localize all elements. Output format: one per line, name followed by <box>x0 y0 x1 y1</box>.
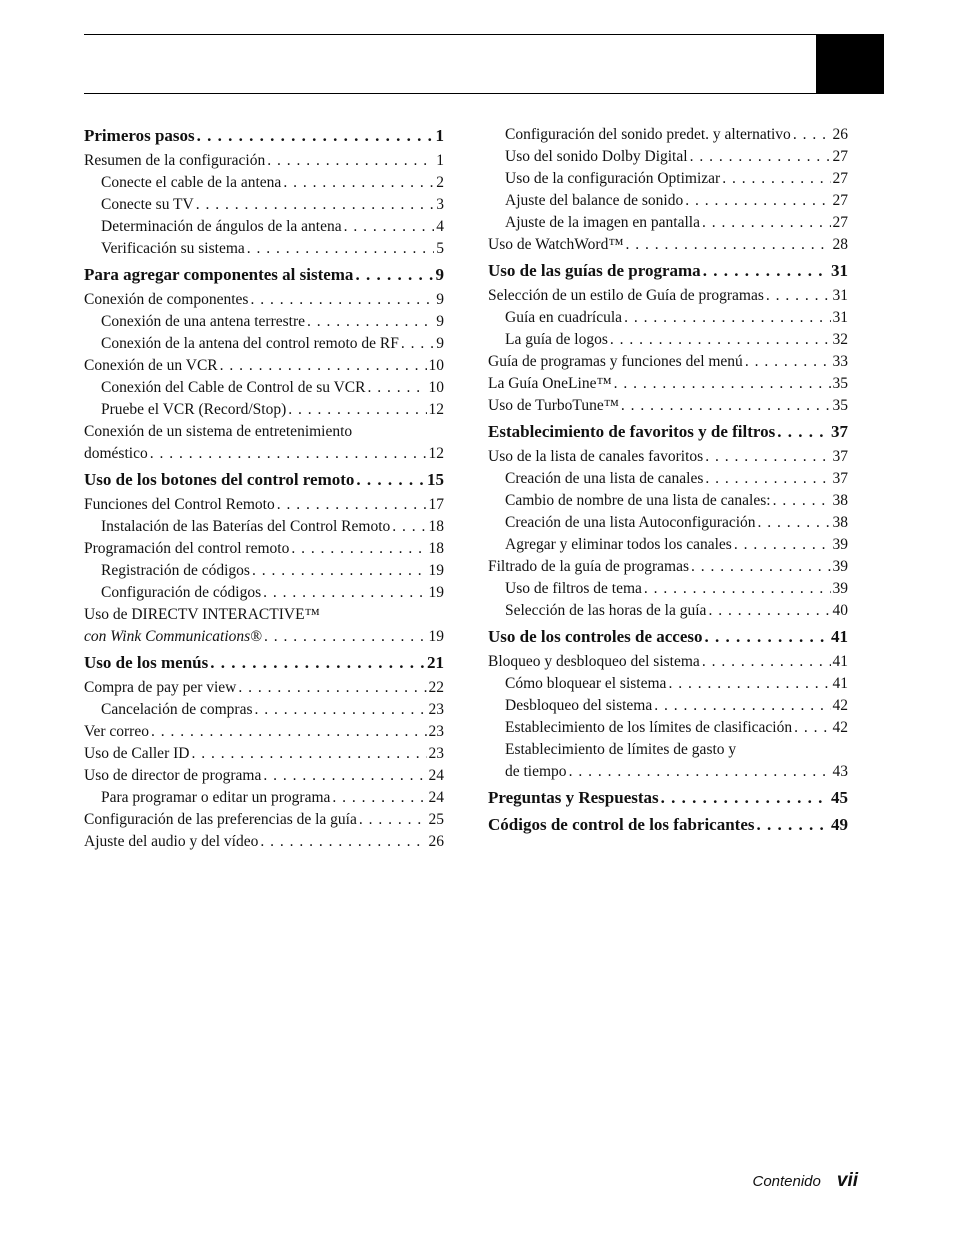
toc-entry-title: Configuración del sonido predet. y alternativo <box>505 126 791 143</box>
leader-dots <box>626 234 831 256</box>
toc-entry-title: Uso de las guías de programa <box>488 261 701 280</box>
toc-page-number: 2 <box>436 174 444 191</box>
toc-entry-title: Guía en cuadrícula <box>505 309 623 326</box>
toc-entry-title: Preguntas y Respuestas <box>488 788 659 807</box>
toc-entry-title-line: Establecimiento de límites de gasto y <box>505 741 737 758</box>
leader-dots <box>250 289 434 311</box>
toc-page-number: 23 <box>428 723 444 740</box>
leader-dots <box>685 190 830 212</box>
toc-entry-title: Primeros pasos <box>84 126 195 145</box>
leader-dots <box>773 490 831 512</box>
leader-dots <box>356 468 425 492</box>
toc-entry-title: Ajuste del balance de sonido <box>505 192 684 209</box>
toc-subentry[interactable] <box>84 582 444 604</box>
toc-page-number: 43 <box>832 763 848 780</box>
toc-page-number: 41 <box>832 653 848 670</box>
leader-dots <box>247 238 434 260</box>
toc-subentry[interactable] <box>488 512 848 534</box>
toc-subentry[interactable] <box>84 787 444 809</box>
toc-page-number: 9 <box>436 313 444 330</box>
toc-page-number: 26 <box>428 833 444 850</box>
leader-dots <box>708 600 830 622</box>
toc-page-number: 19 <box>428 628 444 645</box>
toc-entry-title: con Wink Communications® <box>84 628 262 645</box>
toc-page-number: 23 <box>428 745 444 762</box>
toc-page-number: 24 <box>428 767 444 784</box>
leader-dots <box>344 216 435 238</box>
toc-page-number: 27 <box>832 192 848 209</box>
toc-section-heading[interactable] <box>488 625 848 649</box>
toc-entry[interactable] <box>84 604 444 648</box>
toc-page-number: 24 <box>428 789 444 806</box>
toc-page-number: 17 <box>428 496 444 513</box>
toc-subentry[interactable] <box>84 516 444 538</box>
leader-dots <box>332 787 426 809</box>
toc-section-heading[interactable] <box>488 786 848 810</box>
toc-page-number: 45 <box>831 788 848 807</box>
toc-page-number: 12 <box>428 445 444 462</box>
leader-dots <box>220 355 427 377</box>
toc-entry[interactable] <box>488 446 848 468</box>
toc-entry-title: Uso de TurboTune™ <box>488 397 619 414</box>
toc-page-number: 25 <box>428 811 444 828</box>
header-rule-top <box>84 34 816 35</box>
toc-column-right <box>488 124 848 839</box>
toc-entry-title: Bloqueo y desbloqueo del sistema <box>488 653 700 670</box>
leader-dots <box>705 468 830 490</box>
toc-page-number: 35 <box>832 375 848 392</box>
leader-dots <box>291 538 426 560</box>
toc-page-number: 35 <box>832 397 848 414</box>
leader-dots <box>238 677 426 699</box>
toc-entry-title: Cómo bloquear el sistema <box>505 675 667 692</box>
toc-page-number: 42 <box>832 697 848 714</box>
toc-section-heading[interactable] <box>84 124 444 148</box>
toc-entry-title: Conexión de una antena terrestre <box>101 313 305 330</box>
toc-subentry[interactable] <box>84 333 444 355</box>
toc-entry-title: Ajuste del audio y del vídeo <box>84 833 259 850</box>
toc-page-number: 18 <box>428 518 444 535</box>
leader-dots <box>263 582 426 604</box>
leader-dots <box>757 813 830 837</box>
toc-section-heading[interactable] <box>488 420 848 444</box>
leader-dots <box>264 626 427 648</box>
toc-page-number: 3 <box>436 196 444 213</box>
toc-entry-title: Uso de director de programa <box>84 767 262 784</box>
toc-page-number: 33 <box>832 353 848 370</box>
toc-entry-title: Uso de filtros de tema <box>505 580 642 597</box>
toc-entry-title-line: Conexión de un sistema de entretenimiento <box>84 423 353 440</box>
toc-page-number: 9 <box>436 291 444 308</box>
toc-page-number: 1 <box>435 126 444 145</box>
toc-page-number: 49 <box>831 815 848 834</box>
toc-subentry[interactable] <box>84 699 444 721</box>
leader-dots <box>401 333 434 355</box>
leader-dots <box>267 150 434 172</box>
toc-entry[interactable] <box>84 289 444 311</box>
toc-subentry[interactable] <box>488 190 848 212</box>
toc-subentry[interactable] <box>488 146 848 168</box>
footer-section-label: Contenido <box>752 1173 821 1190</box>
toc-entry-title: Registración de códigos <box>101 562 250 579</box>
toc-entry-title: Programación del control remoto <box>84 540 290 557</box>
toc-entry-title: de tiempo <box>505 763 567 780</box>
toc-page-number: 26 <box>832 126 848 143</box>
toc-entry-title-line: Uso de DIRECTV INTERACTIVE™ <box>84 606 320 623</box>
leader-dots <box>277 494 427 516</box>
toc-page-number: 19 <box>428 584 444 601</box>
leader-dots <box>758 512 831 534</box>
toc-page-number: 28 <box>832 236 848 253</box>
toc-page-number: 21 <box>427 653 444 672</box>
toc-entry-title: Compra de pay per view <box>84 679 237 696</box>
toc-page-number: 41 <box>831 627 848 646</box>
toc-subentry[interactable] <box>84 172 444 194</box>
toc-page-number: 40 <box>832 602 848 619</box>
toc-entry-title: Agregar y eliminar todos los canales <box>505 536 732 553</box>
toc-subentry[interactable] <box>488 695 848 717</box>
toc-entry-title: Determinación de ángulos de la antena <box>101 218 342 235</box>
leader-dots <box>150 443 427 465</box>
leader-dots <box>355 263 433 287</box>
toc-page-number: 15 <box>427 470 444 489</box>
toc-page-number: 37 <box>832 448 848 465</box>
toc-entry-title: Conexión de componentes <box>84 291 249 308</box>
toc-entry[interactable] <box>488 395 848 417</box>
toc-entry[interactable] <box>488 351 848 373</box>
toc-entry-line <box>84 626 444 648</box>
leader-dots <box>702 212 831 234</box>
toc-entry-title: Creación de una lista Autoconfiguración <box>505 514 756 531</box>
toc-page-number: 42 <box>832 719 848 736</box>
toc-entry-title: Desbloqueo del sistema <box>505 697 653 714</box>
toc-entry[interactable] <box>84 721 444 743</box>
toc-page-number: 1 <box>436 152 444 169</box>
toc-entry[interactable] <box>488 234 848 256</box>
toc-page-number: 12 <box>428 401 444 418</box>
toc-entry-title: Cambio de nombre de una lista de canales: <box>505 492 771 509</box>
toc-page-number: 31 <box>832 309 848 326</box>
toc-section-heading[interactable] <box>488 813 848 837</box>
toc-entry-title: Uso de la lista de canales favoritos <box>488 448 704 465</box>
page-footer <box>752 1170 858 1192</box>
toc-section-heading[interactable] <box>488 259 848 283</box>
toc-subentry[interactable] <box>84 377 444 399</box>
leader-dots <box>624 307 830 329</box>
header-rule-bottom <box>84 93 816 94</box>
toc-entry-title: Configuración de códigos <box>101 584 262 601</box>
toc-entry[interactable] <box>488 285 848 307</box>
toc-page-number: 32 <box>832 331 848 348</box>
toc-page-number: 5 <box>436 240 444 257</box>
toc-entry-line <box>84 443 444 465</box>
toc-subentry[interactable] <box>488 168 848 190</box>
toc-entry[interactable] <box>84 538 444 560</box>
toc-entry-title: Uso de Caller ID <box>84 745 190 762</box>
header-tab-block <box>816 34 884 94</box>
toc-entry-title: Uso de la configuración Optimizar <box>505 170 721 187</box>
leader-dots <box>745 351 831 373</box>
toc-column-left <box>84 124 444 853</box>
leader-dots <box>722 168 830 190</box>
leader-dots <box>392 516 426 538</box>
toc-entry-title: Conexión de la antena del control remoto de RF <box>101 335 399 352</box>
toc-entry-title: Pruebe el VCR (Record/Stop) <box>101 401 287 418</box>
toc-entry-title: Códigos de control de los fabricantes <box>488 815 755 834</box>
toc-entry-title: Resumen de la configuración <box>84 152 266 169</box>
leader-dots <box>705 446 830 468</box>
toc-entry-title: Creación de una lista de canales <box>505 470 704 487</box>
leader-dots <box>252 560 427 582</box>
leader-dots <box>210 651 425 675</box>
toc-page-number: 27 <box>832 148 848 165</box>
leader-dots <box>777 420 829 444</box>
toc-page-number: 41 <box>832 675 848 692</box>
toc-entry[interactable] <box>84 809 444 831</box>
leader-dots <box>654 695 830 717</box>
toc-page-number: 39 <box>832 558 848 575</box>
toc-entry-title: Filtrado de la guía de programas <box>488 558 690 575</box>
toc-entry-title: doméstico <box>84 445 148 462</box>
toc-entry-title: Conexión de un VCR <box>84 357 218 374</box>
toc-subentry[interactable] <box>84 560 444 582</box>
toc-page-number: 9 <box>435 265 444 284</box>
toc-entry-title: Cancelación de compras <box>101 701 253 718</box>
leader-dots <box>734 534 831 556</box>
leader-dots <box>151 721 427 743</box>
toc-page-number: 19 <box>428 562 444 579</box>
toc-entry[interactable] <box>84 765 444 787</box>
leader-dots <box>569 761 831 783</box>
toc-entry[interactable] <box>84 743 444 765</box>
toc-page-number: 38 <box>832 514 848 531</box>
toc-entry-title: Uso de los menús <box>84 653 209 672</box>
toc-entry-title: Ver correo <box>84 723 149 740</box>
toc-entry[interactable] <box>84 831 444 853</box>
toc-entry-title: Instalación de las Baterías del Control Remoto <box>101 518 391 535</box>
leader-dots <box>766 285 831 307</box>
toc-entry-title: Para agregar componentes al sistema <box>84 265 354 284</box>
toc-subentry[interactable] <box>488 673 848 695</box>
toc-subentry[interactable] <box>488 329 848 351</box>
leader-dots <box>661 786 829 810</box>
toc-entry-title: Ajuste de la imagen en pantalla <box>505 214 700 231</box>
leader-dots <box>260 831 426 853</box>
toc-page-number: 31 <box>831 261 848 280</box>
leader-dots <box>668 673 830 695</box>
leader-dots <box>705 625 829 649</box>
toc-page-number: 23 <box>428 701 444 718</box>
toc-subentry[interactable] <box>488 534 848 556</box>
leader-dots <box>703 259 829 283</box>
toc-page-number: 39 <box>832 536 848 553</box>
leader-dots <box>644 578 831 600</box>
toc-entry-title: Conexión del Cable de Control de su VCR <box>101 379 366 396</box>
leader-dots <box>690 146 831 168</box>
toc-page-number: 31 <box>832 287 848 304</box>
toc-section-heading[interactable] <box>84 263 444 287</box>
leader-dots <box>283 172 434 194</box>
toc-page-number: 37 <box>832 470 848 487</box>
toc-entry[interactable] <box>488 739 848 783</box>
toc-subentry[interactable] <box>488 124 848 146</box>
toc-entry-title: Uso del sonido Dolby Digital <box>505 148 688 165</box>
toc-entry-title: Para programar o editar un programa <box>101 789 331 806</box>
toc-entry[interactable] <box>488 556 848 578</box>
toc-page-number: 10 <box>428 379 444 396</box>
toc-entry-title: Verificación su sistema <box>101 240 245 257</box>
leader-dots <box>702 651 831 673</box>
leader-dots <box>691 556 830 578</box>
toc-subentry[interactable] <box>84 399 444 421</box>
toc-subentry[interactable] <box>488 468 848 490</box>
toc-entry-title: Conecte el cable de la antena <box>101 174 282 191</box>
toc-page-number: 27 <box>832 214 848 231</box>
toc-page-number: 37 <box>831 422 848 441</box>
toc-page-number: 10 <box>428 357 444 374</box>
toc-entry-title: Selección de las horas de la guía <box>505 602 707 619</box>
toc-subentry[interactable] <box>488 212 848 234</box>
leader-dots <box>621 395 831 417</box>
toc-entry-line <box>505 761 848 783</box>
leader-dots <box>197 124 434 148</box>
leader-dots <box>307 311 434 333</box>
toc-entry-title: Guía de programas y funciones del menú <box>488 353 743 370</box>
toc-page-number: 18 <box>428 540 444 557</box>
leader-dots <box>263 765 426 787</box>
toc-entry[interactable] <box>84 677 444 699</box>
toc-subentry[interactable] <box>84 311 444 333</box>
leader-dots <box>793 124 831 146</box>
leader-dots <box>191 743 426 765</box>
toc-entry[interactable] <box>84 494 444 516</box>
toc-entry-title: Uso de los controles de acceso <box>488 627 703 646</box>
toc-entry-title: Funciones del Control Remoto <box>84 496 275 513</box>
toc-page-number: 4 <box>436 218 444 235</box>
toc-entry-title: Uso de WatchWord™ <box>488 236 624 253</box>
toc-page-number: 9 <box>436 335 444 352</box>
toc-entry-title: Selección de un estilo de Guía de programas <box>488 287 764 304</box>
toc-page-number: 39 <box>832 580 848 597</box>
leader-dots <box>614 373 831 395</box>
toc-subentry[interactable] <box>84 194 444 216</box>
leader-dots <box>359 809 427 831</box>
toc-entry-title: Establecimiento de favoritos y de filtros <box>488 422 776 441</box>
toc-subentry[interactable] <box>84 216 444 238</box>
toc-section-heading[interactable] <box>84 468 444 492</box>
toc-subentry[interactable] <box>488 578 848 600</box>
leader-dots <box>196 194 435 216</box>
leader-dots <box>610 329 831 351</box>
leader-dots <box>255 699 427 721</box>
toc-entry[interactable] <box>488 651 848 673</box>
toc-entry-title: Configuración de las preferencias de la guía <box>84 811 357 828</box>
toc-entry-title: Establecimiento de los límites de clasificación <box>505 719 793 736</box>
leader-dots <box>367 377 426 399</box>
toc-section-heading[interactable] <box>84 651 444 675</box>
toc-entry[interactable] <box>84 421 444 465</box>
toc-page-number: 22 <box>428 679 444 696</box>
toc-subentry[interactable] <box>84 238 444 260</box>
toc-subentry[interactable] <box>488 717 848 739</box>
toc-subentry[interactable] <box>488 490 848 512</box>
leader-dots <box>288 399 426 421</box>
footer-page-number: vii <box>836 1170 858 1191</box>
toc-entry-title: La Guía OneLine™ <box>488 375 612 392</box>
toc-entry[interactable] <box>488 373 848 395</box>
toc-entry-title: Uso de los botones del control remoto <box>84 470 355 489</box>
toc-entry[interactable] <box>84 355 444 377</box>
toc-entry-title: La guía de logos <box>505 331 608 348</box>
toc-subentry[interactable] <box>488 307 848 329</box>
toc-page-number: 27 <box>832 170 848 187</box>
toc-entry-title: Conecte su TV <box>101 196 194 213</box>
toc-page-number: 38 <box>832 492 848 509</box>
leader-dots <box>794 717 830 739</box>
toc-entry[interactable] <box>84 150 444 172</box>
toc-subentry[interactable] <box>488 600 848 622</box>
